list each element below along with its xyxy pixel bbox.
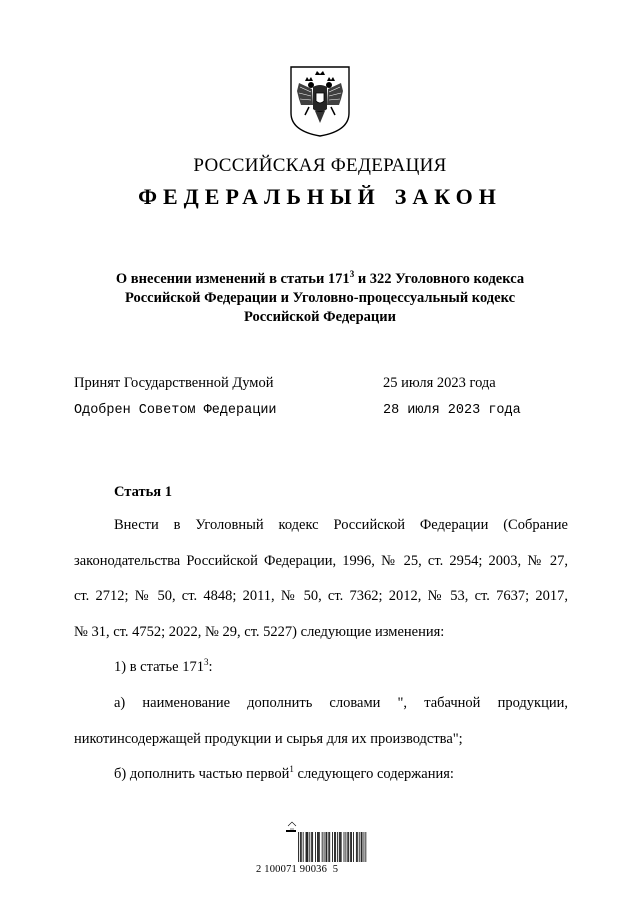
barcode-bar: [353, 832, 354, 862]
barcode-bar: [300, 832, 301, 862]
title-line-1-text: О внесении изменений в статьи 171: [115, 271, 350, 287]
barcode-bar: [334, 832, 335, 862]
barcode-bar: [341, 832, 342, 862]
intro-line-1: Внести в Уголовный кодекс Российской Федерации (Собрание: [114, 517, 568, 533]
title-line-1: [60, 270, 580, 289]
barcode-bar: [311, 832, 312, 862]
law-title: [60, 270, 580, 327]
item-b-rest: следующего содержания:: [293, 766, 454, 782]
barcode-bar: [339, 832, 340, 862]
barcode-bar: [364, 832, 365, 862]
barcode-bar: [319, 832, 320, 862]
barcode-bar: [362, 832, 363, 862]
coat-of-arms-emblem: [289, 65, 351, 138]
item-b-superscript: 1: [289, 764, 294, 775]
barcode-bar: [350, 832, 351, 862]
barcode-bar: [309, 832, 310, 862]
intro-line-2: законодательства Российской Федерации, 1996, № 25, ст. 2954; 2003, № 27,: [74, 552, 568, 569]
barcode-bar: [326, 832, 327, 862]
barcode-bar: [359, 832, 360, 862]
item-1: [114, 650, 568, 686]
barcode-bar: [312, 832, 313, 862]
item-a-line-1: а) наименование дополнить словами ", табачной продукции,: [114, 695, 568, 711]
title-line-1-rest: и 322 Уголовного кодекса: [354, 271, 525, 287]
law-word-federal: ФЕДЕРАЛЬНЫЙ: [138, 184, 381, 209]
barcode-bar: [329, 832, 330, 862]
council-approval-date: 28 июля 2023 года: [383, 403, 521, 418]
barcode-bar: [324, 832, 325, 862]
barcode-bar: [301, 832, 302, 862]
intro-line-3: ст. 2712; № 50, ст. 4848; 2011, № 50, ст. 7362; 2012, № 53, ст. 7637; 2017,: [74, 588, 568, 604]
barcode-bar: [322, 832, 323, 862]
law-word-law: ЗАКОН: [394, 184, 502, 209]
barcode-bar: [357, 832, 358, 862]
item-a-paragraph: [74, 686, 568, 757]
country-heading: РОССИЙСКАЯ ФЕДЕРАЦИЯ: [193, 155, 447, 176]
article-intro-paragraph: [74, 508, 568, 650]
barcode-bar: [303, 832, 304, 862]
item-a-line-2: никотинсодержащей продукции и сырья для их производства";: [74, 730, 463, 747]
barcode-bar: [306, 832, 307, 862]
barcode-bar: [361, 832, 362, 862]
barcode-bar: [308, 832, 309, 862]
item-1-colon: :: [208, 659, 213, 675]
barcode-bar: [335, 832, 336, 862]
barcode-bar: [317, 832, 318, 862]
article-heading: Статья 1: [114, 484, 172, 500]
title-superscript: 3: [349, 269, 355, 280]
barcode-bar: [340, 832, 341, 862]
barcode-bar: [332, 832, 333, 862]
barcode-bar: [344, 832, 345, 862]
council-approval-label: Одобрен Советом Федерации: [74, 403, 277, 418]
barcode-bar: [328, 832, 329, 862]
item-1-text: 1) в статье 171: [114, 659, 204, 675]
title-line-2: Российской Федерации и Уголовно-процессуальный кодекс: [124, 290, 516, 306]
item-b-text: б) дополнить частью первой: [114, 766, 290, 782]
barcode-bar: [337, 832, 338, 862]
barcode-number: 2 100071 90036 5: [256, 864, 339, 875]
barcode-bar: [351, 832, 352, 862]
document-type-heading: [0, 184, 640, 210]
item-1-superscript: 3: [203, 657, 209, 668]
barcode-bar: [347, 832, 348, 862]
barcode-bar: [315, 832, 316, 862]
item-b: [114, 757, 568, 793]
barcode-bar: [346, 832, 347, 862]
barcode-bar: [327, 832, 328, 862]
title-line-3: Российской Федерации: [243, 309, 396, 325]
barcode-bar: [348, 832, 349, 862]
barcode-bar: [298, 832, 299, 862]
barcode-bar: [365, 832, 366, 862]
barcode-bar: [318, 832, 319, 862]
barcode-bar: [307, 832, 308, 862]
duma-adoption-date: 25 июля 2023 года: [383, 375, 496, 391]
intro-line-4: № 31, ст. 4752; 2022, № 29, ст. 5227) следующие изменения:: [74, 623, 445, 640]
duma-adoption-label: Принят Государственной Думой: [74, 375, 274, 391]
barcode-bar: [356, 832, 357, 862]
